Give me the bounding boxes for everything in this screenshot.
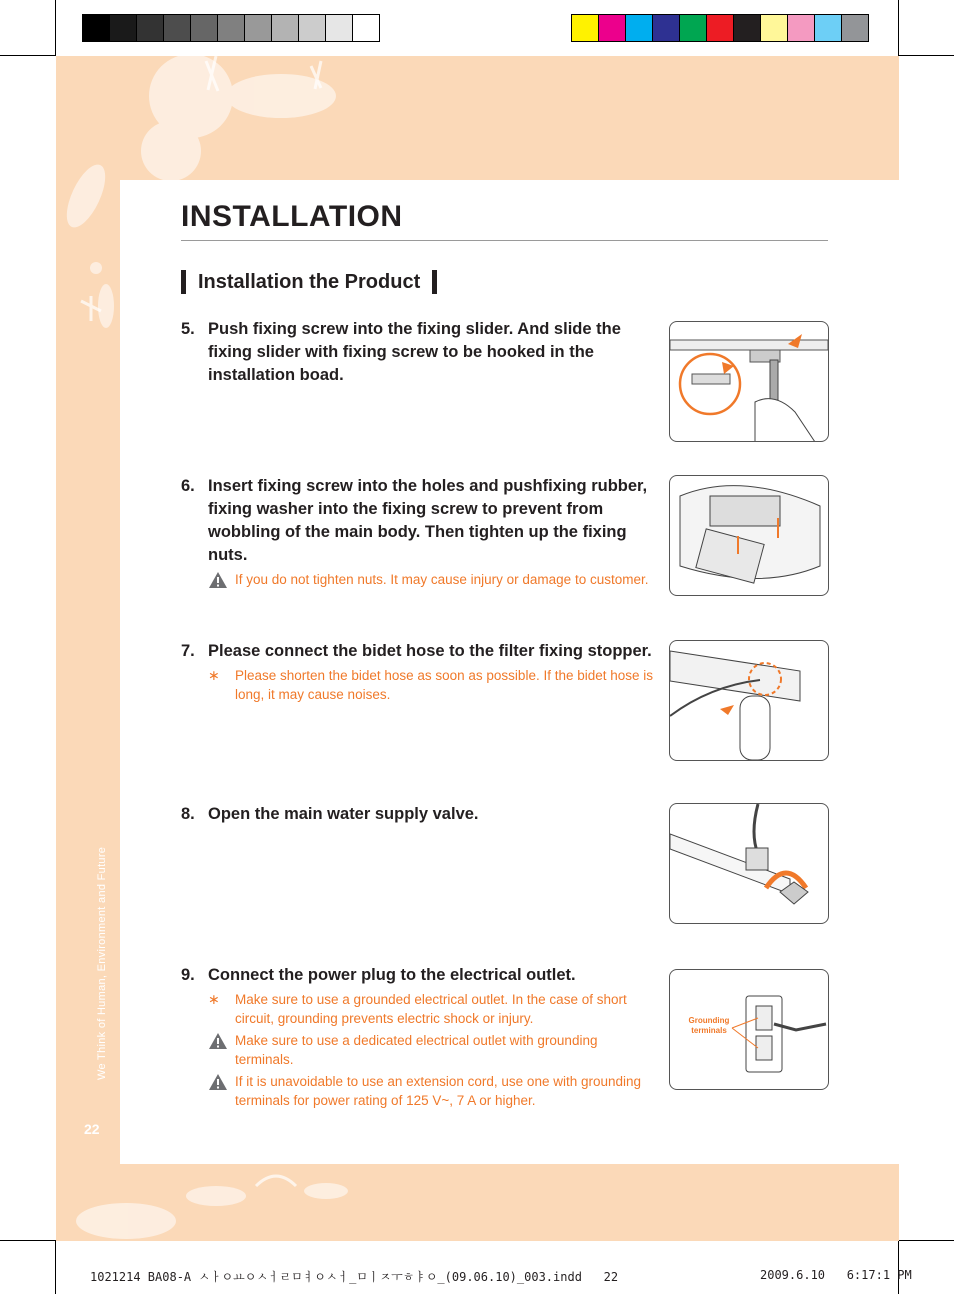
asterisk-mark: ∗ [208, 991, 220, 1007]
color-swatch [137, 15, 164, 41]
note-text: Make sure to use a grounded electrical outlet. In the case of short circuit, grounding prevents electric shock or injury. [235, 992, 627, 1026]
step-7 [181, 640, 659, 704]
page-title: INSTALLATION [181, 200, 403, 233]
crop-mark [55, 0, 56, 56]
main-body-figure [669, 475, 829, 596]
color-swatch [653, 15, 680, 41]
note-text: Please shorten the bidet hose as soon as possible. If the bidet hose is long, it may cause noises. [235, 668, 654, 702]
color-swatch [788, 15, 815, 41]
warning-note [208, 570, 659, 594]
step-number: 5. [181, 320, 195, 338]
file-timestamp: 2009.6.10 6:17:1 PM [760, 1268, 912, 1282]
warning-text: Make sure to use a dedicated electrical outlet with grounding terminals. [235, 1033, 598, 1067]
asterisk-mark: ∗ [208, 667, 220, 683]
color-swatch [599, 15, 626, 41]
warning-note [208, 1072, 659, 1110]
color-swatch [353, 15, 379, 41]
step-5 [181, 318, 659, 387]
color-swatch [707, 15, 734, 41]
warning-icon [208, 1073, 228, 1091]
color-swatch [110, 15, 137, 41]
fixing-slider-figure [669, 321, 829, 442]
color-swatch [272, 15, 299, 41]
bidet-hose-figure [669, 640, 829, 761]
color-swatch [680, 15, 707, 41]
asterisk-note [208, 666, 659, 704]
step-text: Please connect the bidet hose to the filter fixing stopper. [208, 642, 652, 660]
process-color-bar [571, 14, 869, 42]
file-slug: 1021214 BA08-A ㅅㅏㅇㅛㅇㅅㅓㄹㅁㅕㅇㅅㅓ_ㅁㅣㅈㅜㅎㅑㅇ_(09.06.10)_003.indd 22 [90, 1270, 619, 1284]
step-number: 8. [181, 805, 195, 823]
color-swatch [245, 15, 272, 41]
step-text: Connect the power plug to the electrical outlet. [208, 966, 576, 984]
asterisk-note [208, 990, 659, 1028]
color-swatch [815, 15, 842, 41]
color-swatch [164, 15, 191, 41]
warning-text: If it is unavoidable to use an extension cord, use one with grounding terminals for power rating of 125 V~, 7 A or higher. [235, 1074, 642, 1108]
warning-icon [208, 1032, 228, 1050]
gray-color-bar [82, 14, 380, 42]
step-number: 6. [181, 477, 195, 495]
warning-icon [208, 571, 228, 589]
water-valve-figure [669, 803, 829, 924]
crop-mark [898, 55, 954, 56]
color-swatch [326, 15, 353, 41]
color-swatch [734, 15, 761, 41]
step-8 [181, 803, 659, 826]
color-swatch [761, 15, 788, 41]
crop-mark [898, 1240, 899, 1294]
crop-mark [0, 1240, 56, 1241]
step-9 [181, 964, 659, 1110]
title-divider [181, 240, 828, 241]
crop-mark [898, 1240, 954, 1241]
figure-label: Grounding terminals [688, 1016, 730, 1035]
color-swatch [299, 15, 326, 41]
color-swatch [191, 15, 218, 41]
power-outlet-figure [669, 969, 829, 1090]
crop-mark [55, 1240, 56, 1294]
warning-text: If you do not tighten nuts. It may cause injury or damage to customer. [235, 572, 649, 587]
page-number: 22 [84, 1121, 100, 1137]
step-text: Insert fixing screw into the holes and pushfixing rubber, fixing washer into the fixing screw to prevent from wobbling of the main body. Then tighten up the fixing nuts. [208, 477, 648, 564]
step-text: Push fixing screw into the fixing slider. And slide the fixing slider with fixing screw to be hooked in the installation boad. [208, 320, 621, 384]
color-swatch [626, 15, 653, 41]
section-heading [181, 268, 437, 296]
step-number: 9. [181, 966, 195, 984]
step-number: 7. [181, 642, 195, 660]
step-text: Open the main water supply valve. [208, 805, 479, 823]
color-swatch [218, 15, 245, 41]
warning-note [208, 1031, 659, 1069]
crop-mark [898, 0, 899, 56]
side-tagline: We Think of Human, Environment and Future [96, 846, 108, 1080]
section-label: Installation the Product [198, 270, 421, 293]
step-6 [181, 475, 659, 594]
color-swatch [842, 15, 868, 41]
color-swatch [572, 15, 599, 41]
section-bracket-right [432, 270, 437, 294]
color-swatch [83, 15, 110, 41]
crop-mark [0, 55, 56, 56]
